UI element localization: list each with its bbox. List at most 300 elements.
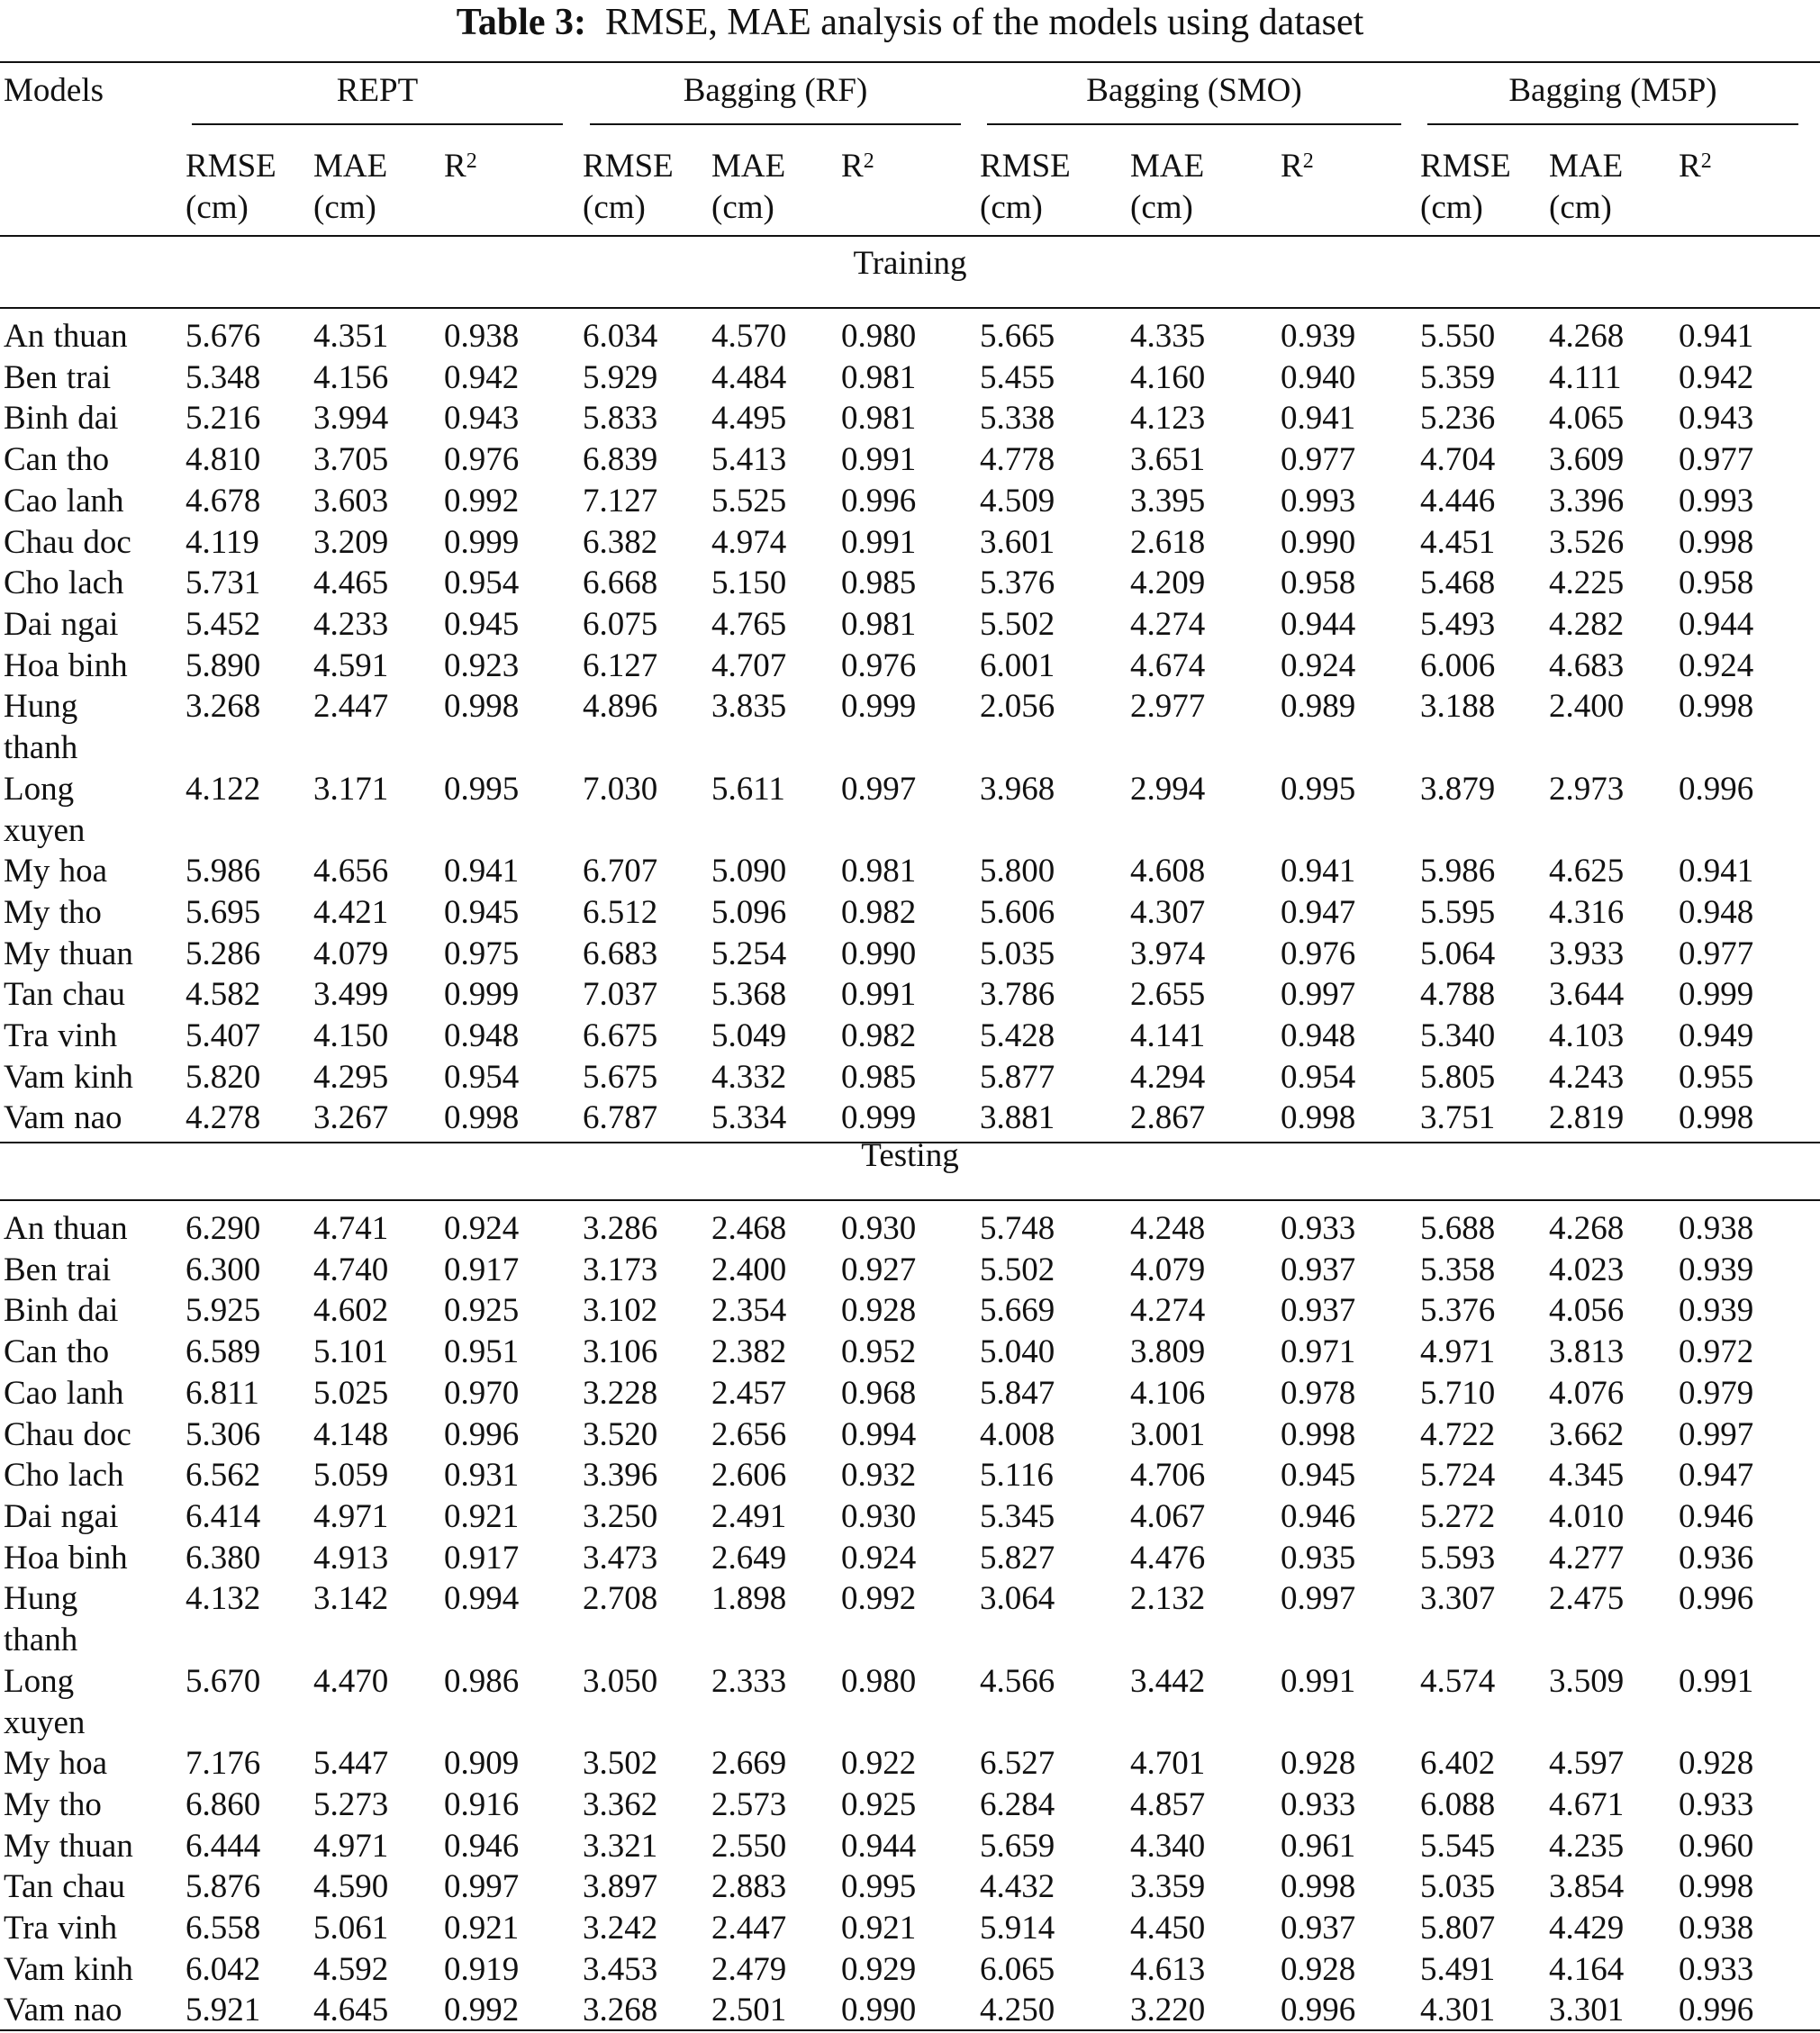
- table-cell: 4.141: [1130, 1016, 1206, 1054]
- section-title-rule: [0, 307, 1820, 309]
- table-row-name: Tan chau: [4, 976, 126, 1014]
- table-cell: 0.995: [841, 1868, 917, 1906]
- table-cell: 5.345: [980, 1497, 1055, 1535]
- table-cell: 0.999: [444, 523, 520, 561]
- table-cell: 4.913: [313, 1539, 389, 1577]
- bottom-rule: [0, 2029, 1820, 2031]
- table-cell: 0.986: [444, 1662, 520, 1700]
- table-cell: 4.301: [1420, 1992, 1496, 2029]
- table-cell: 5.876: [186, 1868, 261, 1906]
- table-cell: 6.127: [583, 646, 658, 684]
- table-cell: 6.300: [186, 1251, 261, 1288]
- table-cell: 2.447: [711, 1909, 787, 1947]
- table-cell: 5.254: [711, 935, 787, 972]
- table-cell: 5.035: [980, 935, 1055, 972]
- table-cell: 0.998: [1281, 1868, 1356, 1906]
- table-cell: 5.921: [186, 1992, 261, 2029]
- table-cell: 6.811: [186, 1374, 259, 1412]
- table-cell: 0.997: [1281, 976, 1356, 1014]
- table-cell: 5.890: [186, 646, 261, 684]
- table-cell: 2.994: [1130, 770, 1206, 808]
- table-cell: 5.525: [711, 482, 787, 520]
- section-title: Training: [853, 245, 967, 282]
- group-bagging-m5p: Bagging (M5P): [1508, 72, 1717, 109]
- table-cell: 3.502: [583, 1745, 658, 1783]
- table-cell: 0.916: [444, 1785, 520, 1823]
- table-cell: 3.228: [583, 1374, 658, 1412]
- table-cell: 5.040: [980, 1333, 1055, 1371]
- table-cell: 0.996: [1679, 1992, 1754, 2029]
- table-cell: 4.421: [313, 893, 389, 931]
- table-cell: 2.656: [711, 1415, 787, 1453]
- table-cell: 4.316: [1549, 893, 1625, 931]
- table-row-name: Hoa binh: [4, 646, 128, 684]
- table-cell: 2.669: [711, 1745, 787, 1783]
- table-cell: 4.765: [711, 605, 787, 643]
- table-cell: 5.800: [980, 853, 1055, 890]
- table-cell: 0.921: [444, 1909, 520, 1947]
- table-cell: 3.609: [1549, 441, 1625, 479]
- table-cell: 0.933: [1281, 1785, 1356, 1823]
- table-cell: 0.941: [1679, 318, 1754, 355]
- table-cell: 0.925: [841, 1785, 917, 1823]
- table-cell: 5.676: [186, 318, 261, 355]
- table-cell: 4.150: [313, 1016, 389, 1054]
- table-cell: 3.442: [1130, 1662, 1206, 1700]
- table-row-name: Hung thanh: [4, 688, 78, 767]
- table-cell: 2.973: [1549, 770, 1625, 808]
- table-cell: 0.921: [444, 1497, 520, 1535]
- table-cell: 2.501: [711, 1992, 787, 2029]
- table-cell: 3.267: [313, 1099, 389, 1137]
- table-cell: 5.306: [186, 1415, 261, 1453]
- table-cell: 6.284: [980, 1785, 1055, 1823]
- table-cell: 0.999: [444, 976, 520, 1014]
- table-cell: 0.960: [1679, 1827, 1754, 1865]
- table-cell: 5.827: [980, 1539, 1055, 1577]
- table-cell: 0.922: [841, 1745, 917, 1783]
- table-cell: 5.986: [186, 853, 261, 890]
- table-cell: 5.376: [1420, 1292, 1496, 1330]
- table-cell: 5.286: [186, 935, 261, 972]
- table-cell: 4.597: [1549, 1745, 1625, 1783]
- table-row-name: Vam nao: [4, 1992, 122, 2029]
- table-cell: 5.428: [980, 1016, 1055, 1054]
- table-cell: 0.952: [841, 1333, 917, 1371]
- table-cell: 5.035: [1420, 1868, 1496, 1906]
- table-cell: 5.611: [711, 770, 785, 808]
- table-cell: 4.268: [1549, 1210, 1625, 1247]
- group-bagging-smo: Bagging (SMO): [1086, 72, 1302, 109]
- table-cell: 0.999: [841, 688, 917, 726]
- table-cell: 5.493: [1420, 605, 1496, 643]
- header-rule: [0, 235, 1820, 237]
- table-cell: 3.359: [1130, 1868, 1206, 1906]
- table-row-name: Cao lanh: [4, 482, 124, 520]
- table-cell: 5.359: [1420, 358, 1496, 396]
- table-cell: 4.294: [1130, 1058, 1206, 1096]
- table-cell: 0.990: [1281, 523, 1356, 561]
- table-cell: 0.951: [444, 1333, 520, 1371]
- subheader-unit: (cm): [980, 189, 1043, 226]
- table-cell: 4.707: [711, 646, 787, 684]
- top-rule: [0, 61, 1820, 63]
- subheader-unit: (cm): [583, 189, 646, 226]
- table-row-name: My tho: [4, 893, 102, 931]
- table-cell: 0.977: [1679, 441, 1754, 479]
- table-cell: 0.979: [1679, 1374, 1754, 1412]
- table-cell: 3.881: [980, 1099, 1055, 1137]
- table-cell: 4.233: [313, 605, 389, 643]
- table-row-name: Vam kinh: [4, 1058, 133, 1096]
- table-cell: 6.001: [980, 646, 1055, 684]
- table-row-name: Dai ngai: [4, 1497, 119, 1535]
- table-cell: 0.935: [1281, 1539, 1356, 1577]
- subheader-unit: (cm): [1549, 189, 1612, 226]
- table-cell: 5.688: [1420, 1210, 1496, 1247]
- table-row-name: My hoa: [4, 1745, 108, 1783]
- table-row-name: An thuan: [4, 318, 128, 355]
- table-cell: 5.376: [980, 565, 1055, 602]
- table-cell: 0.933: [1679, 1785, 1754, 1823]
- table-row-name: Dai ngai: [4, 605, 119, 643]
- table-cell: 4.470: [313, 1662, 389, 1700]
- table-cell: 3.064: [980, 1580, 1055, 1618]
- table-row-name: An thuan: [4, 1210, 128, 1247]
- table-cell: 4.225: [1549, 565, 1625, 602]
- table-cell: 0.944: [1281, 605, 1356, 643]
- table-cell: 4.722: [1420, 1415, 1496, 1453]
- table-cell: 0.996: [1679, 1580, 1754, 1618]
- table-cell: 0.927: [841, 1251, 917, 1288]
- table-cell: 3.809: [1130, 1333, 1206, 1371]
- subheader-r2: [841, 146, 874, 187]
- subheader-rmse-label: RMSE: [186, 148, 276, 185]
- subheader-r-label: R: [841, 148, 864, 185]
- table-cell: 4.509: [980, 482, 1055, 520]
- table-cell: 0.925: [444, 1292, 520, 1330]
- table-cell: 4.570: [711, 318, 787, 355]
- table-cell: 0.985: [841, 1058, 917, 1096]
- group-rule-bagging-m5p: [1427, 123, 1798, 125]
- table-cell: 2.457: [711, 1374, 787, 1412]
- table-cell: 0.943: [1679, 400, 1754, 438]
- table-cell: 0.941: [444, 853, 520, 890]
- table-cell: 5.593: [1420, 1539, 1496, 1577]
- table-cell: 3.242: [583, 1909, 658, 1947]
- table-cell: 5.340: [1420, 1016, 1496, 1054]
- subheader-r2: [1679, 146, 1712, 187]
- table-cell: 4.164: [1549, 1950, 1625, 1988]
- table-cell: 2.333: [711, 1662, 787, 1700]
- subheader-r2: [444, 146, 477, 187]
- table-cell: 4.079: [1130, 1251, 1206, 1288]
- table-cell: 2.606: [711, 1457, 787, 1495]
- table-cell: 3.106: [583, 1333, 658, 1371]
- table-cell: 0.991: [841, 441, 917, 479]
- table-cell: 4.274: [1130, 605, 1206, 643]
- table-cell: 4.678: [186, 482, 261, 520]
- subheader-r-superscript: 2: [1700, 149, 1712, 173]
- table-row-name: Binh dai: [4, 1292, 119, 1330]
- table-cell: 3.509: [1549, 1662, 1625, 1700]
- table-cell: 5.502: [980, 1251, 1055, 1288]
- table-cell: 6.034: [583, 318, 658, 355]
- table-cell: 0.944: [1679, 605, 1754, 643]
- table-row-name: Long xuyen: [4, 1662, 86, 1741]
- table-cell: 0.942: [444, 358, 520, 396]
- table-cell: 0.940: [1281, 358, 1356, 396]
- table-cell: 3.321: [583, 1827, 658, 1865]
- table-cell: 0.928: [1281, 1745, 1356, 1783]
- table-cell: 3.250: [583, 1497, 658, 1535]
- table-cell: 3.209: [313, 523, 389, 561]
- table-cell: 3.897: [583, 1868, 658, 1906]
- table-cell: 3.968: [980, 770, 1055, 808]
- table-cell: 0.981: [841, 400, 917, 438]
- table-cell: 6.668: [583, 565, 658, 602]
- table-cell: 0.924: [444, 1210, 520, 1247]
- table-cell: 4.971: [1420, 1333, 1496, 1371]
- table-cell: 0.929: [841, 1950, 917, 1988]
- section-title-rule: [0, 1199, 1820, 1201]
- table-cell: 0.917: [444, 1539, 520, 1577]
- table-cell: 5.595: [1420, 893, 1496, 931]
- table-cell: 0.981: [841, 605, 917, 643]
- table-cell: 2.475: [1549, 1580, 1625, 1618]
- table-cell: 2.132: [1130, 1580, 1206, 1618]
- table-cell: 0.933: [1679, 1950, 1754, 1988]
- table-cell: 0.958: [1679, 565, 1754, 602]
- table-cell: 0.931: [444, 1457, 520, 1495]
- models-header: Models: [4, 72, 104, 109]
- table-cell: 4.056: [1549, 1292, 1625, 1330]
- group-bagging-rf: Bagging (RF): [683, 72, 868, 109]
- table-cell: 4.122: [186, 770, 261, 808]
- table-cell: 0.921: [841, 1909, 917, 1947]
- table-cell: 7.037: [583, 976, 658, 1014]
- table-cell: 3.268: [186, 688, 261, 726]
- table-cell: 0.970: [444, 1374, 520, 1412]
- table-cell: 0.999: [1679, 976, 1754, 1014]
- table-cell: 5.273: [313, 1785, 389, 1823]
- table-cell: 0.990: [841, 1992, 917, 2029]
- table-cell: 4.674: [1130, 646, 1206, 684]
- table-cell: 0.995: [1281, 770, 1356, 808]
- table-cell: 0.996: [1679, 770, 1754, 808]
- subheader-r-label: R: [444, 148, 466, 185]
- subheader-mae-label: MAE: [1130, 148, 1205, 185]
- table-cell: 3.933: [1549, 935, 1625, 972]
- table-cell: 6.402: [1420, 1745, 1496, 1783]
- table-cell: 0.994: [444, 1580, 520, 1618]
- table-cell: 5.748: [980, 1210, 1055, 1247]
- table-cell: 3.526: [1549, 523, 1625, 561]
- table-cell: 0.919: [444, 1950, 520, 1988]
- table-cell: 0.996: [841, 482, 917, 520]
- table-cell: 4.591: [313, 646, 389, 684]
- table-cell: 2.056: [980, 688, 1055, 726]
- table-cell: 0.990: [841, 935, 917, 972]
- table-cell: 0.928: [1281, 1950, 1356, 1988]
- table-cell: 0.968: [841, 1374, 917, 1412]
- group-rule-rept: [192, 123, 563, 125]
- table-cell: 0.980: [841, 318, 917, 355]
- table-cell: 0.989: [1281, 688, 1356, 726]
- table-cell: 0.946: [1281, 1497, 1356, 1535]
- table-cell: 6.558: [186, 1909, 261, 1947]
- table-cell: 0.982: [841, 893, 917, 931]
- table-row-name: Chau doc: [4, 1415, 131, 1453]
- table-cell: 0.976: [1281, 935, 1356, 972]
- table-cell: 0.991: [841, 523, 917, 561]
- table-cell: 4.340: [1130, 1827, 1206, 1865]
- table-cell: 4.079: [313, 935, 389, 972]
- subheader-mae-label: MAE: [313, 148, 388, 185]
- table-cell: 2.819: [1549, 1099, 1625, 1137]
- table-cell: 4.307: [1130, 893, 1206, 931]
- subheader-unit: (cm): [1130, 189, 1193, 226]
- table-cell: 0.937: [1281, 1909, 1356, 1947]
- table-cell: 4.741: [313, 1210, 389, 1247]
- table-cell: 5.986: [1420, 853, 1496, 890]
- table-cell: 0.995: [444, 770, 520, 808]
- table-cell: 5.049: [711, 1016, 787, 1054]
- table-cell: 4.574: [1420, 1662, 1496, 1700]
- table-cell: 4.566: [980, 1662, 1055, 1700]
- table-cell: 5.820: [186, 1058, 261, 1096]
- table-cell: 6.006: [1420, 646, 1496, 684]
- table-cell: 4.160: [1130, 358, 1206, 396]
- subheader-r-superscript: 2: [1302, 149, 1314, 173]
- table-cell: 0.991: [841, 976, 917, 1014]
- table-cell: 2.468: [711, 1210, 787, 1247]
- table-cell: 4.974: [711, 523, 787, 561]
- table-cell: 0.998: [1281, 1099, 1356, 1137]
- table-cell: 4.683: [1549, 646, 1625, 684]
- table-cell: 4.274: [1130, 1292, 1206, 1330]
- table-cell: 5.925: [186, 1292, 261, 1330]
- table-cell: 6.088: [1420, 1785, 1496, 1823]
- table-cell: 0.998: [1679, 1099, 1754, 1137]
- table-row-name: Tra vinh: [4, 1016, 118, 1054]
- table-cell: 5.150: [711, 565, 787, 602]
- table-cell: 4.132: [186, 1580, 261, 1618]
- table-cell: 0.946: [1679, 1497, 1754, 1535]
- table-cell: 3.307: [1420, 1580, 1496, 1618]
- table-cell: 0.998: [1281, 1415, 1356, 1453]
- table-cell: 3.603: [313, 482, 389, 520]
- table-row-name: Chau doc: [4, 523, 131, 561]
- table-cell: 0.938: [1679, 1909, 1754, 1947]
- table-cell: 0.991: [1679, 1662, 1754, 1700]
- table-cell: 0.949: [1679, 1016, 1754, 1054]
- subheader-unit: (cm): [711, 189, 774, 226]
- table-cell: 0.944: [841, 1827, 917, 1865]
- table-cell: 2.655: [1130, 976, 1206, 1014]
- table-cell: 4.476: [1130, 1539, 1206, 1577]
- table-cell: 0.998: [1679, 688, 1754, 726]
- table-cell: 0.980: [841, 1662, 917, 1700]
- table-cell: 5.914: [980, 1909, 1055, 1947]
- table-row-name: Ben trai: [4, 358, 112, 396]
- table-cell: 6.683: [583, 935, 658, 972]
- subheader-r-label: R: [1679, 148, 1701, 185]
- subheader-r-superscript: 2: [466, 149, 477, 173]
- table-cell: 4.076: [1549, 1374, 1625, 1412]
- table-cell: 4.106: [1130, 1374, 1206, 1412]
- table-cell: 5.731: [186, 565, 261, 602]
- table-cell: 4.008: [980, 1415, 1055, 1453]
- table-cell: 5.059: [313, 1457, 389, 1495]
- table-cell: 5.670: [186, 1662, 261, 1700]
- table-cell: 7.030: [583, 770, 658, 808]
- table-cell: 4.450: [1130, 1909, 1206, 1947]
- table-cell: 3.994: [313, 400, 389, 438]
- table-cell: 0.975: [444, 935, 520, 972]
- table-cell: 4.123: [1130, 400, 1206, 438]
- table-cell: 0.997: [444, 1868, 520, 1906]
- table-cell: 2.479: [711, 1950, 787, 1988]
- subheader-rmse-label: RMSE: [980, 148, 1071, 185]
- table-cell: 0.909: [444, 1745, 520, 1783]
- table-cell: 4.429: [1549, 1909, 1625, 1947]
- table-cell: 0.998: [444, 1099, 520, 1137]
- table-cell: 5.452: [186, 605, 261, 643]
- table-cell: 4.248: [1130, 1210, 1206, 1247]
- table-cell: 6.787: [583, 1099, 658, 1137]
- subheader-rmse: [1420, 146, 1511, 229]
- table-cell: 5.272: [1420, 1497, 1496, 1535]
- table-row-name: Ben trai: [4, 1251, 112, 1288]
- table-cell: 0.947: [1679, 1457, 1754, 1495]
- table-cell: 5.606: [980, 893, 1055, 931]
- subheader-mae: [1130, 146, 1204, 229]
- subheader-rmse-label: RMSE: [1420, 148, 1511, 185]
- table-cell: 0.992: [444, 482, 520, 520]
- table-row-name: Binh dai: [4, 400, 119, 438]
- table-cell: 4.209: [1130, 565, 1206, 602]
- table-cell: 4.345: [1549, 1457, 1625, 1495]
- table-cell: 0.993: [1281, 482, 1356, 520]
- subheader-rmse: [186, 146, 276, 229]
- table-cell: 5.468: [1420, 565, 1496, 602]
- table-cell: 4.484: [711, 358, 787, 396]
- table-cell: 0.923: [444, 646, 520, 684]
- table-cell: 5.929: [583, 358, 658, 396]
- table-cell: 4.582: [186, 976, 261, 1014]
- table-cell: 2.400: [711, 1251, 787, 1288]
- table-row-name: Vam kinh: [4, 1950, 133, 1988]
- table-cell: 4.067: [1130, 1497, 1206, 1535]
- table-cell: 0.924: [841, 1539, 917, 1577]
- table-cell: 2.354: [711, 1292, 787, 1330]
- table-cell: 3.001: [1130, 1415, 1206, 1453]
- table-cell: 6.860: [186, 1785, 261, 1823]
- subheader-rmse: [980, 146, 1071, 229]
- table-cell: 0.997: [1679, 1415, 1754, 1453]
- caption-label: Table 3:: [456, 2, 587, 43]
- table-cell: 5.216: [186, 400, 261, 438]
- table-cell: 0.939: [1679, 1251, 1754, 1288]
- table-cell: 4.971: [313, 1827, 389, 1865]
- table-cell: 0.941: [1281, 853, 1356, 890]
- table-cell: 0.947: [1281, 893, 1356, 931]
- table-cell: 5.550: [1420, 318, 1496, 355]
- table-cell: 0.972: [1679, 1333, 1754, 1371]
- table-cell: 3.396: [1549, 482, 1625, 520]
- subheader-mae-label: MAE: [1549, 148, 1624, 185]
